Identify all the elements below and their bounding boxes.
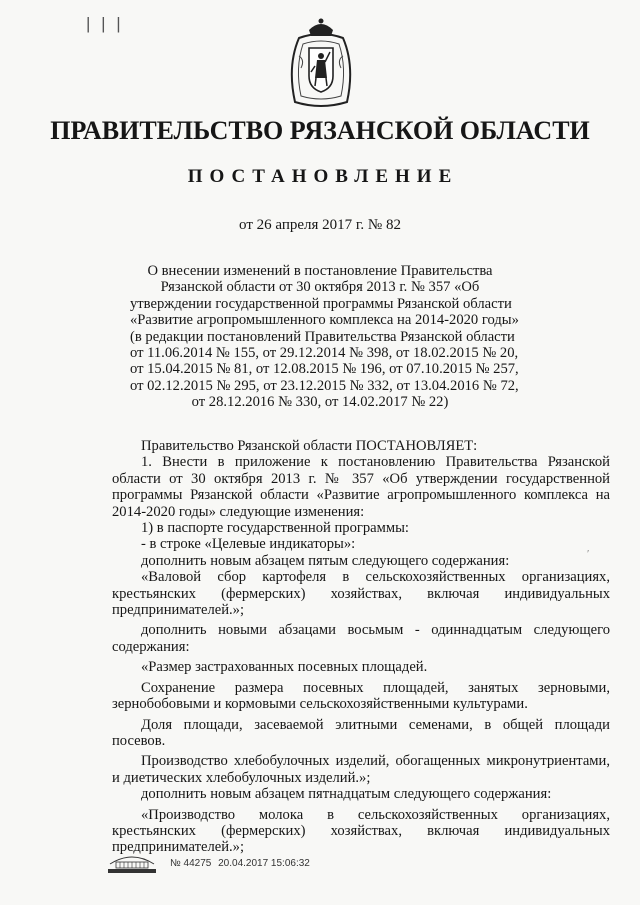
registration-timestamp: 20.04.2017 15:06:32 (218, 858, 310, 869)
document-date-number: от 26 апреля 2017 г. № 82 (239, 217, 401, 233)
document-type: ПОСТАНОВЛЕНИЕ (187, 166, 459, 187)
body-paragraph: «Размер застрахованных посевных площадей. (141, 659, 428, 676)
resolution-preamble: Правительство Рязанской области ПОСТАНОВЛЯЕТ: (141, 438, 478, 454)
body-paragraph: дополнить новым абзацем пятым следующего содержания: (141, 552, 510, 569)
subject-line: Рязанской области от 30 октября 2013 г. № 357 «Об (160, 279, 480, 296)
government-title: ПРАВИТЕЛЬСТВО РЯЗАНСКОЙ ОБЛАСТИ (50, 116, 590, 145)
margin-marks: | | | (86, 14, 124, 33)
body-paragraph: - в строке «Целевые индикаторы»: (141, 536, 356, 553)
margin-tick: ′ (587, 548, 590, 560)
subject-line: утверждении государственной программы Рязанской области (130, 295, 512, 312)
body-paragraph: Сохранение размера посевных площадей, занятых зерновыми, зернобобовыми и кормовыми сельскохозяйственными культурами. (112, 679, 610, 713)
document-subject (130, 263, 519, 411)
subject-line: О внесении изменений в постановление Правительства (147, 263, 493, 279)
subject-line: «Развитие агропромышленного комплекса на 2014-2020 годы» (130, 312, 519, 329)
subject-line: от 15.04.2015 № 81, от 12.08.2015 № 196, от 07.10.2015 № 257, (130, 361, 519, 378)
subject-line: (в редакции постановлений Правительства Рязанской области (130, 328, 515, 345)
document-body (112, 438, 610, 856)
body-paragraph: дополнить новым абзацем пятнадцатым следующего содержания: (141, 786, 552, 803)
body-paragraph: Производство хлебобулочных изделий, обогащенных микронутриентами, и диетических хлебобулочных изделий.»; (112, 753, 610, 786)
body-paragraph: Доля площади, засеваемой элитными семенами, в общей площади посевов. (112, 716, 610, 749)
body-paragraph: дополнить новыми абзацами восьмым - одиннадцатым следующего содержания: (112, 622, 610, 655)
subject-line: от 02.12.2015 № 295, от 23.12.2015 № 332, от 13.04.2016 № 72, (130, 377, 519, 394)
body-paragraph: «Производство молока в сельскохозяйственных организациях, крестьянских (фермерских) хозяйствах, включая индивидуальных предпринимателей.»; (112, 806, 610, 856)
subject-line: от 28.12.2016 № 330, от 14.02.2017 № 22) (191, 394, 449, 411)
body-paragraph: «Валовой сбор картофеля в сельскохозяйственных организациях, крестьянских (фермерских) хозяйствах, включая индивидуальных предпринимателей.»; (112, 569, 610, 619)
registration-number: № 44275 (170, 858, 212, 869)
registry-stamp-icon (104, 852, 160, 876)
body-paragraph: 1) в паспорте государственной программы: (141, 520, 409, 537)
body-paragraph: 1. Внести в приложение к постановлению Правительства Рязанской области от 30 октября 2013 г. № 357 «Об утверждении государственной программы Рязанской области «Развитие агропромышленного комплекса на 2014-2020 годы» следующие изменения: (112, 454, 610, 520)
registration-info (170, 858, 314, 869)
coat-of-arms-icon (285, 16, 357, 110)
subject-line: от 11.06.2014 № 155, от 29.12.2014 № 398, от 18.02.2015 № 20, (130, 345, 519, 362)
